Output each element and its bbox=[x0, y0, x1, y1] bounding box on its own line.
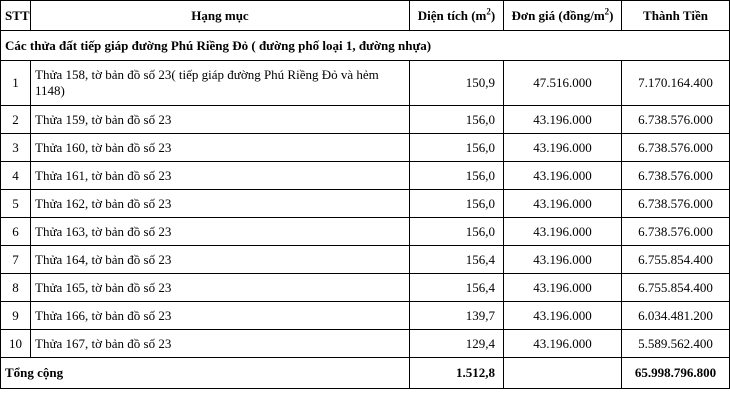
table-row bbox=[1, 61, 730, 106]
header-area-text: Diện tích (m bbox=[417, 7, 487, 23]
cell-price: 43.196.000 bbox=[504, 330, 622, 358]
cell-total: 7.170.164.400 bbox=[622, 61, 730, 106]
header-stt: STT bbox=[1, 1, 31, 31]
table-row bbox=[1, 134, 730, 162]
cell-stt: 7 bbox=[1, 246, 31, 274]
header-item: Hạng mục bbox=[31, 1, 410, 31]
cell-stt: 4 bbox=[1, 162, 31, 190]
cell-area: 156,0 bbox=[410, 162, 504, 190]
cell-area: 156,0 bbox=[410, 106, 504, 134]
cell-total: 6.738.576.000 bbox=[622, 162, 730, 190]
header-total: Thành Tiền bbox=[622, 1, 730, 31]
cell-price: 47.516.000 bbox=[504, 61, 622, 106]
cell-stt: 6 bbox=[1, 218, 31, 246]
cell-area: 129,4 bbox=[410, 330, 504, 358]
table-row bbox=[1, 106, 730, 134]
header-area bbox=[410, 1, 504, 31]
cell-total: 6.738.576.000 bbox=[622, 106, 730, 134]
cell-price: 43.196.000 bbox=[504, 190, 622, 218]
header-area-close: ) bbox=[490, 7, 496, 23]
cell-price: 43.196.000 bbox=[504, 246, 622, 274]
table-row bbox=[1, 330, 730, 358]
header-price-close: ) bbox=[609, 7, 614, 23]
header-price bbox=[504, 1, 622, 31]
total-price-empty bbox=[504, 358, 622, 389]
cell-stt: 9 bbox=[1, 302, 31, 330]
header-row bbox=[1, 1, 730, 31]
cell-item: Thửa 158, tờ bản đồ số 23( tiếp giáp đường Phú Riềng Đỏ và hẻm 1148) bbox=[31, 61, 410, 106]
table-row bbox=[1, 246, 730, 274]
total-amount: 65.998.796.800 bbox=[622, 358, 730, 389]
cell-item: Thửa 160, tờ bản đồ số 23 bbox=[31, 134, 410, 162]
table-row bbox=[1, 190, 730, 218]
group-row bbox=[1, 31, 730, 61]
cell-total: 5.589.562.400 bbox=[622, 330, 730, 358]
table-row bbox=[1, 302, 730, 330]
cell-area: 156,0 bbox=[410, 218, 504, 246]
cell-total: 6.738.576.000 bbox=[622, 134, 730, 162]
cell-total: 6.034.481.200 bbox=[622, 302, 730, 330]
cell-price: 43.196.000 bbox=[504, 302, 622, 330]
cell-stt: 2 bbox=[1, 106, 31, 134]
cell-stt: 8 bbox=[1, 274, 31, 302]
cell-item: Thửa 159, tờ bản đồ số 23 bbox=[31, 106, 410, 134]
cell-area: 150,9 bbox=[410, 61, 504, 106]
cell-item: Thửa 167, tờ bản đồ số 23 bbox=[31, 330, 410, 358]
table-row bbox=[1, 274, 730, 302]
cell-price: 43.196.000 bbox=[504, 274, 622, 302]
cell-area: 156,4 bbox=[410, 246, 504, 274]
cell-area: 156,0 bbox=[410, 134, 504, 162]
cell-item: Thửa 163, tờ bản đồ số 23 bbox=[31, 218, 410, 246]
cell-stt: 3 bbox=[1, 134, 31, 162]
group-title: Các thửa đất tiếp giáp đường Phú Riềng Đỏ ( đường phố loại 1, đường nhựa) bbox=[1, 31, 730, 61]
cell-area: 156,0 bbox=[410, 190, 504, 218]
cell-price: 43.196.000 bbox=[504, 134, 622, 162]
cell-total: 6.738.576.000 bbox=[622, 218, 730, 246]
cell-total: 6.738.576.000 bbox=[622, 190, 730, 218]
header-price-sup: 2 bbox=[604, 6, 610, 17]
cell-item: Thửa 164, tờ bản đồ số 23 bbox=[31, 246, 410, 274]
cell-price: 43.196.000 bbox=[504, 106, 622, 134]
cell-stt: 10 bbox=[1, 330, 31, 358]
cell-stt: 5 bbox=[1, 190, 31, 218]
table-row bbox=[1, 162, 730, 190]
total-label: Tổng cộng bbox=[1, 358, 410, 389]
cell-item: Thửa 161, tờ bản đồ số 23 bbox=[31, 162, 410, 190]
cell-total: 6.755.854.400 bbox=[622, 246, 730, 274]
cell-item: Thửa 162, tờ bản đồ số 23 bbox=[31, 190, 410, 218]
total-area: 1.512,8 bbox=[410, 358, 504, 389]
cell-price: 43.196.000 bbox=[504, 218, 622, 246]
header-price-text: Đơn giá (đồng/m bbox=[511, 7, 605, 23]
cell-item: Thửa 165, tờ bản đồ số 23 bbox=[31, 274, 410, 302]
cell-item: Thửa 166, tờ bản đồ số 23 bbox=[31, 302, 410, 330]
cell-stt: 1 bbox=[1, 61, 31, 106]
table-row bbox=[1, 218, 730, 246]
cell-price: 43.196.000 bbox=[504, 162, 622, 190]
cell-area: 139,7 bbox=[410, 302, 504, 330]
cell-area: 156,4 bbox=[410, 274, 504, 302]
cell-total: 6.755.854.400 bbox=[622, 274, 730, 302]
header-area-sup: 2 bbox=[486, 6, 491, 17]
total-row bbox=[1, 358, 730, 389]
